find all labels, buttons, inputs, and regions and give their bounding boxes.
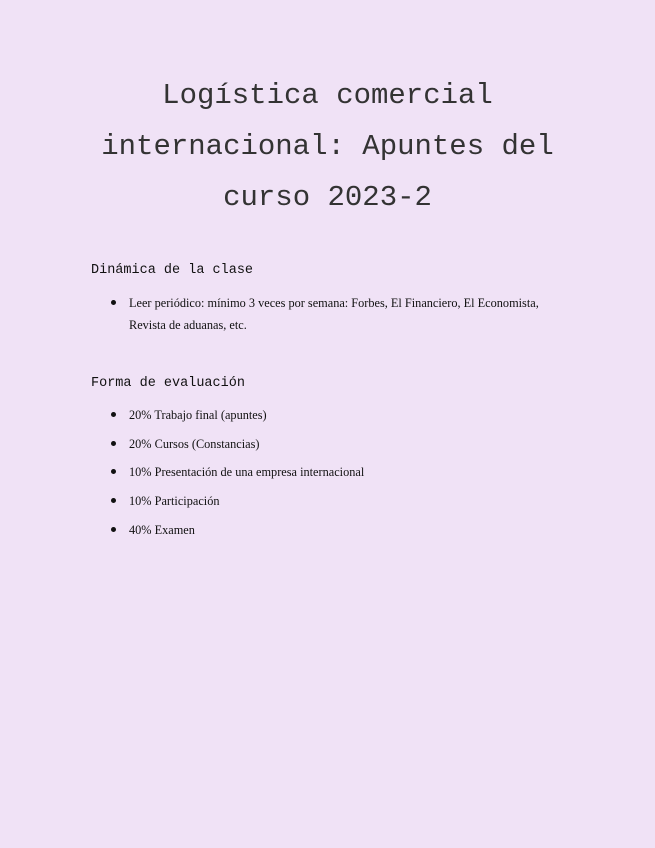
- evaluacion-list: [129, 405, 574, 548]
- list-item-text: 10% Participación: [129, 494, 220, 509]
- bullet-icon: [111, 527, 116, 532]
- bullet-icon: [111, 300, 116, 305]
- dinamica-list: [129, 292, 574, 336]
- list-item: [129, 491, 574, 520]
- bullet-icon: [111, 498, 116, 503]
- list-item-text: 10% Presentación de una empresa internacional: [129, 465, 365, 480]
- section-heading-dinamica: Dinámica de la clase: [91, 263, 254, 278]
- list-item-text: 20% Trabajo final (apuntes): [129, 408, 267, 422]
- list-item: [129, 292, 574, 336]
- section-heading-evaluacion: Forma de evaluación: [91, 376, 245, 391]
- bullet-icon: [111, 412, 116, 417]
- list-item-text: Leer periódico: mínimo 3 veces por semana: Forbes, El Financiero, El Economista, Revista de aduanas, etc.: [129, 296, 539, 332]
- page-title: Logística comercial internacional: Apuntes del curso 2023-2: [101, 79, 554, 214]
- list-item: [129, 405, 574, 434]
- bullet-icon: [111, 469, 116, 474]
- list-item-text: 20% Cursos (Constancias): [129, 436, 260, 451]
- list-item: [129, 434, 574, 463]
- list-item: [129, 520, 574, 549]
- bullet-icon: [111, 441, 116, 446]
- list-item: [129, 462, 574, 491]
- list-item-text: 40% Examen: [129, 522, 195, 537]
